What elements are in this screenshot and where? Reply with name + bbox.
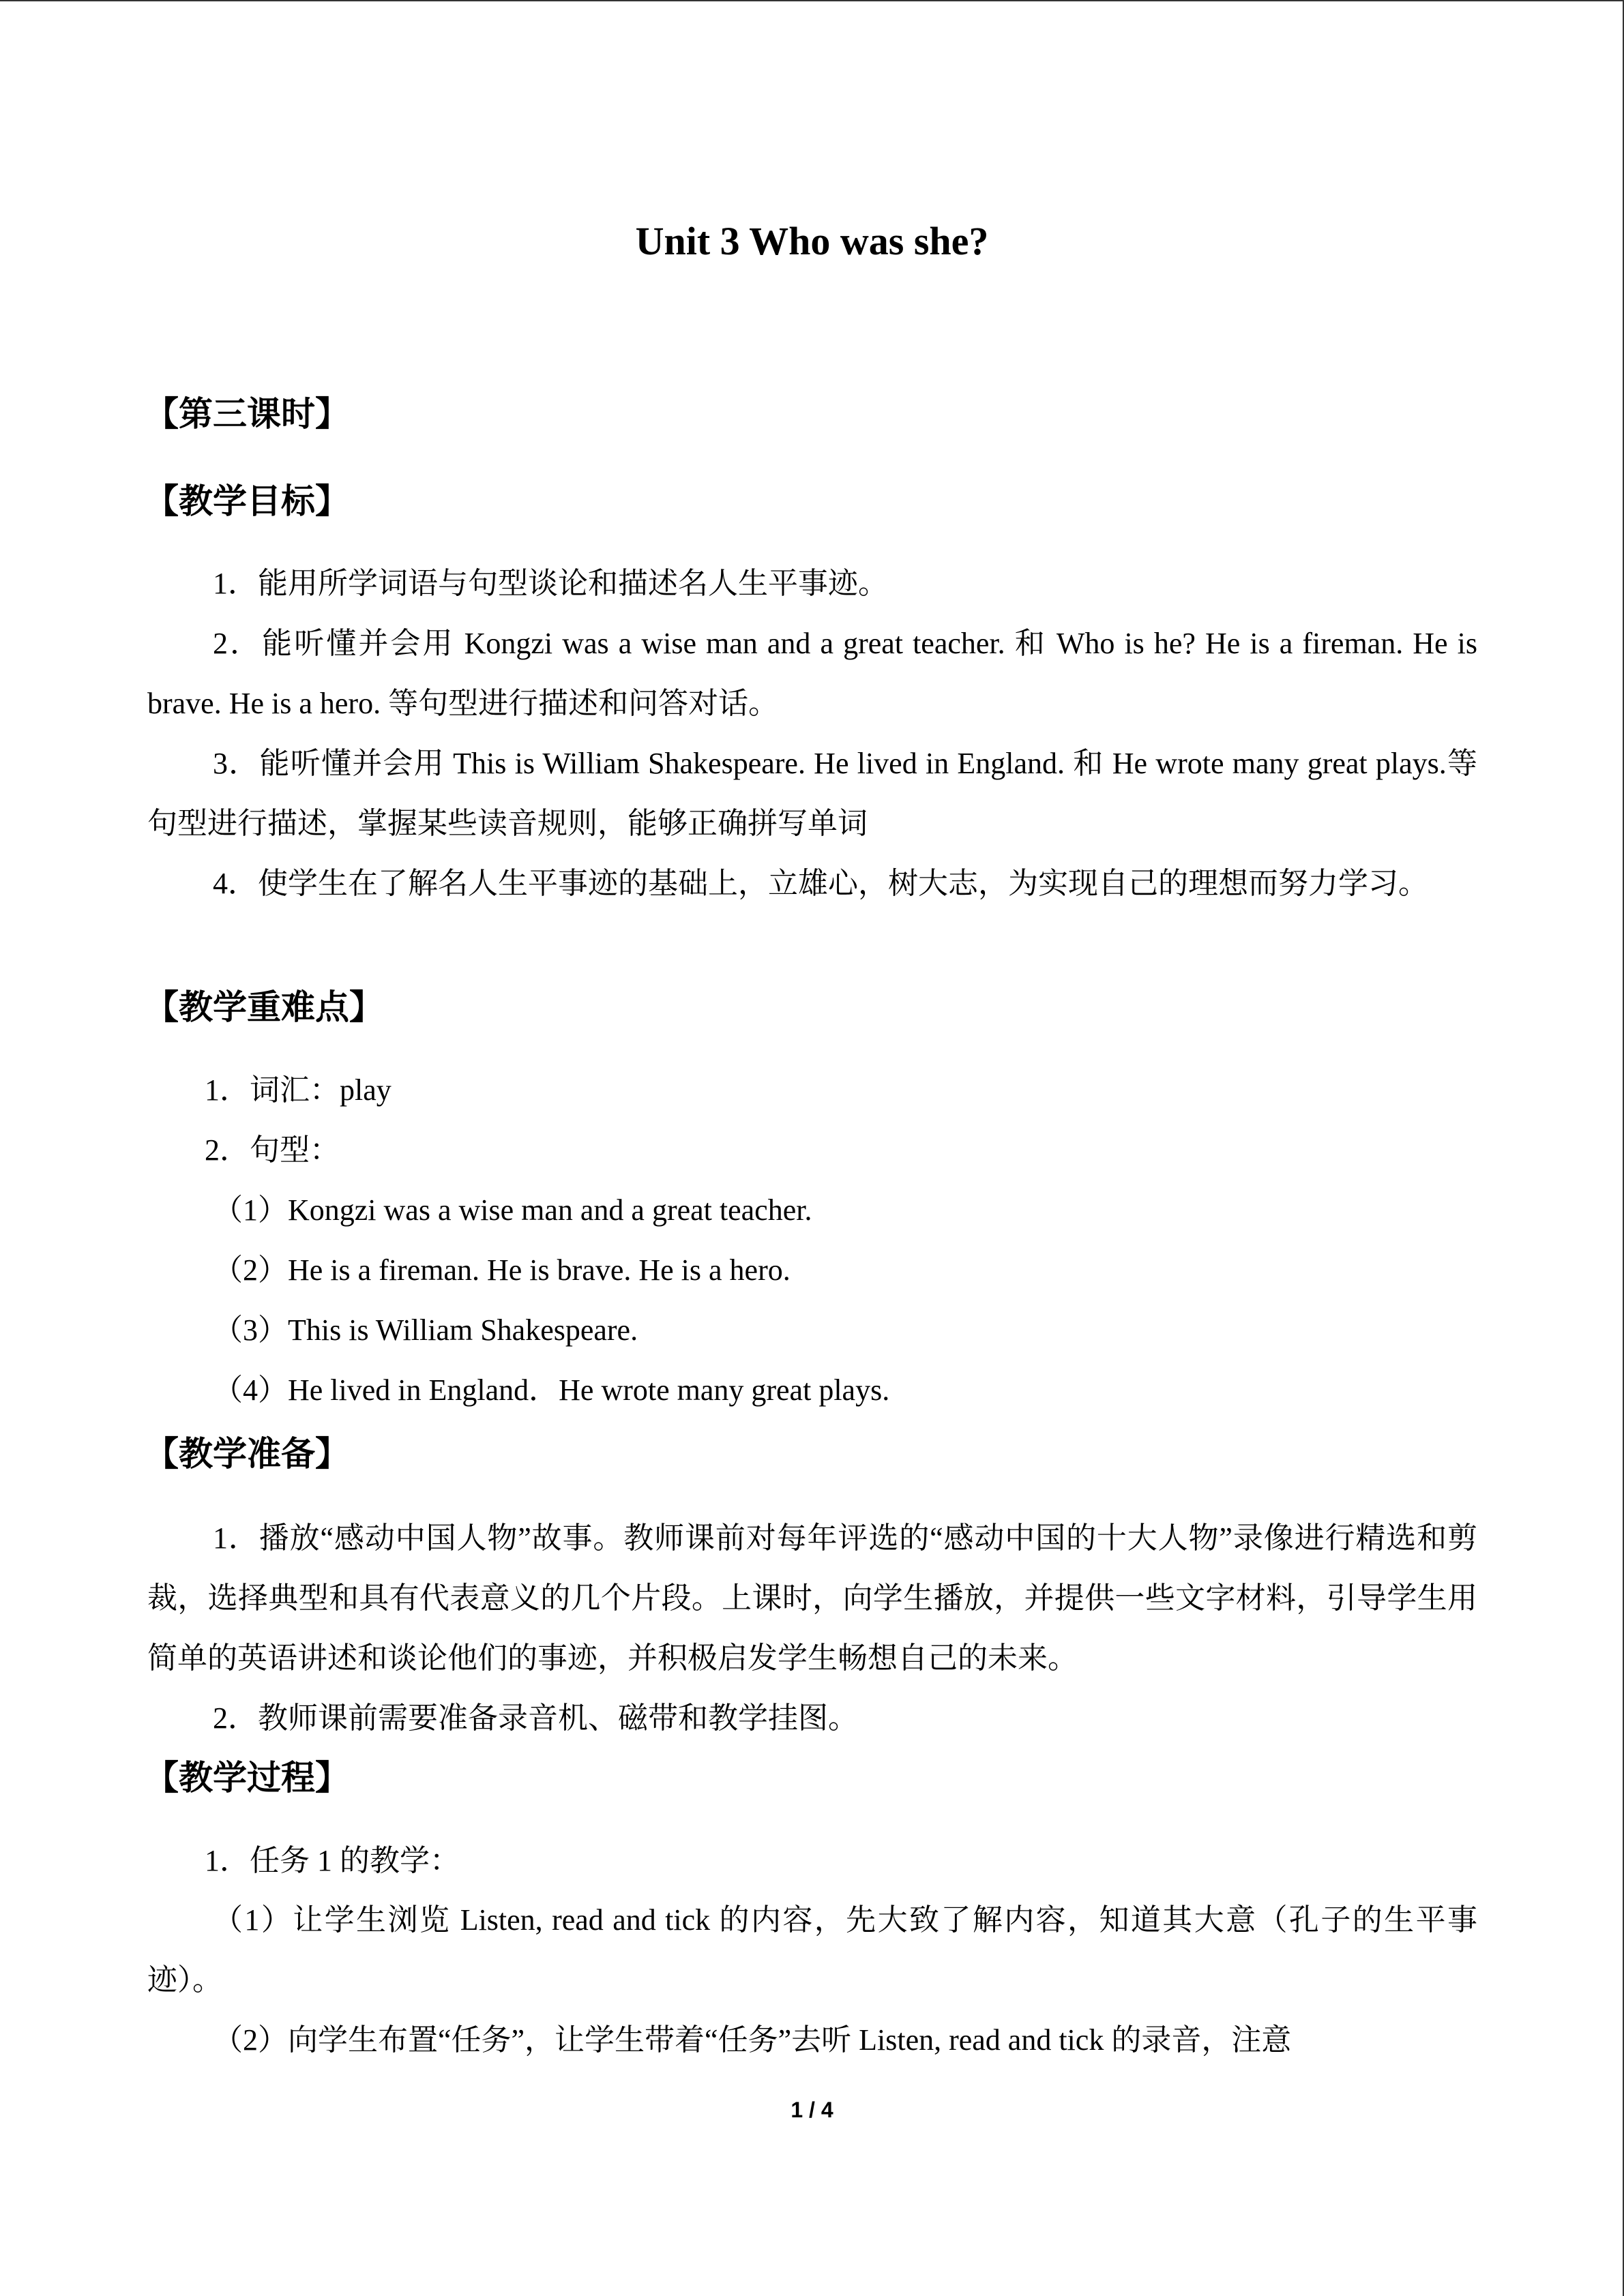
keypoints-heading: 【教学重难点】 <box>145 987 383 1027</box>
goal-item: 2．能听懂并会用 Kongzi was a wise man and a great teacher. 和 Who is he? He is a fireman. He is brave. He is a hero. 等句型进行描述和问答对话。 <box>147 627 1477 720</box>
goal-item: 4．使学生在了解名人生平事迹的基础上，立雄心，树大志，为实现自己的理想而努力学习。 <box>213 867 1428 900</box>
process-item: （2）向学生布置“任务”，让学生带着“任务”去听 Listen, read and tick 的录音，注意 <box>213 2023 1292 2057</box>
keypoint-item: 1．词汇：play <box>205 1073 392 1107</box>
prep-item: 1．播放“感动中国人物”故事。教师课前对每年评选的“感动中国的十大人物”录像进行精选和剪裁，选择典型和具有代表意义的几个片段。上课时，向学生播放，并提供一些文字材料，引导学生用简单的英语讲述和谈论他们的事迹，并积极启发学生畅想自己的未来。 <box>147 1521 1477 1675</box>
process-heading: 【教学过程】 <box>145 1758 349 1798</box>
keypoint-item: （4）He lived in England．He wrote many great plays. <box>213 1373 890 1407</box>
document-title: Unit 3 Who was she? <box>635 219 989 263</box>
keypoint-item: 2．句型： <box>205 1133 340 1167</box>
keypoint-item: （1）Kongzi was a wise man and a great teacher. <box>213 1193 812 1227</box>
keypoint-item: （2）He is a fireman. He is brave. He is a hero. <box>213 1253 791 1287</box>
prep-heading: 【教学准备】 <box>145 1434 349 1474</box>
goal-item: 1．能用所学词语与句型谈论和描述名人生平事迹。 <box>213 567 888 600</box>
process-item: 1．任务 1 的教学： <box>205 1844 460 1877</box>
prep-item: 2．教师课前需要准备录音机、磁带和教学挂图。 <box>213 1701 858 1735</box>
goals-heading: 【教学目标】 <box>145 481 349 521</box>
goal-item: 3．能听懂并会用 This is William Shakespeare. He lived in England. 和 He wrote many great plays.等句型进行描述，掌握某些读音规则，能够正确拼写单词 <box>147 747 1477 840</box>
keypoint-item: （3）This is William Shakespeare. <box>213 1313 638 1347</box>
page-number: 1 / 4 <box>791 2098 833 2122</box>
process-item: （1）让学生浏览 Listen, read and tick 的内容，先大致了解内容，知道其大意（孔子的生平事迹）。 <box>147 1903 1477 1997</box>
lesson-heading: 【第三课时】 <box>145 394 349 434</box>
